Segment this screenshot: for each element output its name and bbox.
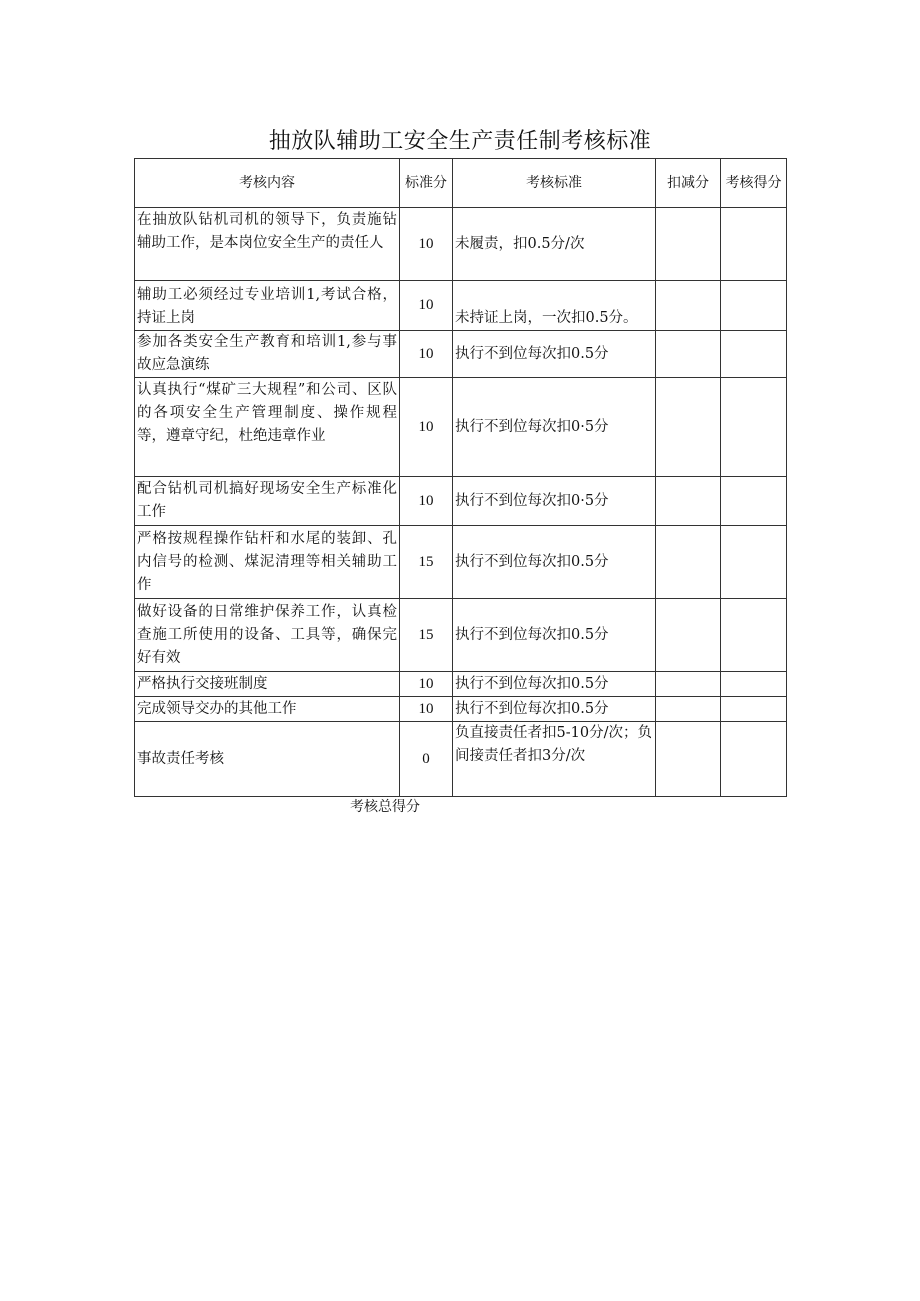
- row-content: 在抽放队钻机司机的领导下，负责施钻辅助工作，是本岗位安全生产的责任人: [135, 208, 400, 281]
- row-deduction[interactable]: [656, 281, 721, 331]
- row-content: 完成领导交办的其他工作: [135, 697, 400, 722]
- row-deduction[interactable]: [656, 599, 721, 672]
- row-criteria: 未履责，扣0.5分/次: [453, 208, 656, 281]
- row-standard-score: 10: [400, 477, 453, 526]
- row-content: 辅助工必须经过专业培训1,考试合格，持证上岗: [135, 281, 400, 331]
- header-score: 考核得分: [721, 159, 787, 208]
- table-row: [135, 526, 787, 599]
- row-standard-score: 15: [400, 599, 453, 672]
- row-deduction[interactable]: [656, 526, 721, 599]
- row-content: 做好设备的日常维护保养工作，认真检查施工所使用的设备、工具等，确保完好有效: [135, 599, 400, 672]
- row-criteria: 执行不到位每次扣0.5分: [453, 331, 656, 378]
- row-criteria: 执行不到位每次扣0.5分: [453, 697, 656, 722]
- row-content: 参加各类安全生产教育和培训1,参与事故应急演练: [135, 331, 400, 378]
- row-criteria: 执行不到位每次扣0.5分: [453, 526, 656, 599]
- row-content: 严格按规程操作钻杆和水尾的装卸、孔内信号的检测、煤泥清理等相关辅助工作: [135, 526, 400, 599]
- row-content: 事故责任考核: [135, 722, 400, 797]
- row-deduction[interactable]: [656, 722, 721, 797]
- table-row: [135, 477, 787, 526]
- table-row: [135, 697, 787, 722]
- row-criteria: 执行不到位每次扣0·5分: [453, 378, 656, 477]
- header-criteria: 考核标准: [453, 159, 656, 208]
- table-row: [135, 672, 787, 697]
- row-score[interactable]: [721, 378, 787, 477]
- row-score[interactable]: [721, 599, 787, 672]
- header-deduction: 扣减分: [656, 159, 721, 208]
- row-score[interactable]: [721, 477, 787, 526]
- table-row: [135, 722, 787, 797]
- page-title: 抽放队辅助工安全生产责任制考核标准: [268, 129, 652, 154]
- table-row: [135, 331, 787, 378]
- row-standard-score: 10: [400, 281, 453, 331]
- row-standard-score: 10: [400, 697, 453, 722]
- row-criteria: 负直接责任者扣5-10分/次；负间接责任者扣3分/次: [453, 722, 656, 797]
- total-score-label: 考核总得分: [350, 799, 420, 815]
- row-deduction[interactable]: [656, 697, 721, 722]
- header-standard-score: 标准分: [400, 159, 453, 208]
- row-criteria: 执行不到位每次扣0·5分: [453, 477, 656, 526]
- row-standard-score: 10: [400, 672, 453, 697]
- table-header-row: [135, 159, 787, 208]
- table-row: [135, 281, 787, 331]
- row-content: 认真执行“煤矿三大规程”和公司、区队的各项安全生产管理制度、操作规程等，遵章守纪，杜绝违章作业: [135, 378, 400, 477]
- header-content: 考核内容: [135, 159, 400, 208]
- table-row: [135, 599, 787, 672]
- row-deduction[interactable]: [656, 672, 721, 697]
- row-criteria: 执行不到位每次扣0.5分: [453, 599, 656, 672]
- row-deduction[interactable]: [656, 208, 721, 281]
- row-deduction[interactable]: [656, 477, 721, 526]
- row-content: 严格执行交接班制度: [135, 672, 400, 697]
- assessment-table: [134, 158, 787, 797]
- row-score[interactable]: [721, 672, 787, 697]
- row-deduction[interactable]: [656, 378, 721, 477]
- row-score[interactable]: [721, 697, 787, 722]
- table-row: [135, 208, 787, 281]
- row-score[interactable]: [721, 722, 787, 797]
- row-score[interactable]: [721, 331, 787, 378]
- row-criteria: 执行不到位每次扣0.5分: [453, 672, 656, 697]
- table-row: [135, 378, 787, 477]
- row-standard-score: 15: [400, 526, 453, 599]
- row-standard-score: 0: [400, 722, 453, 797]
- row-content: 配合钻机司机搞好现场安全生产标准化工作: [135, 477, 400, 526]
- row-score[interactable]: [721, 526, 787, 599]
- row-standard-score: 10: [400, 378, 453, 477]
- row-deduction[interactable]: [656, 331, 721, 378]
- row-score[interactable]: [721, 281, 787, 331]
- row-standard-score: 10: [400, 331, 453, 378]
- row-criteria: 未持证上岗，一次扣0.5分。: [453, 281, 656, 331]
- row-score[interactable]: [721, 208, 787, 281]
- row-standard-score: 10: [400, 208, 453, 281]
